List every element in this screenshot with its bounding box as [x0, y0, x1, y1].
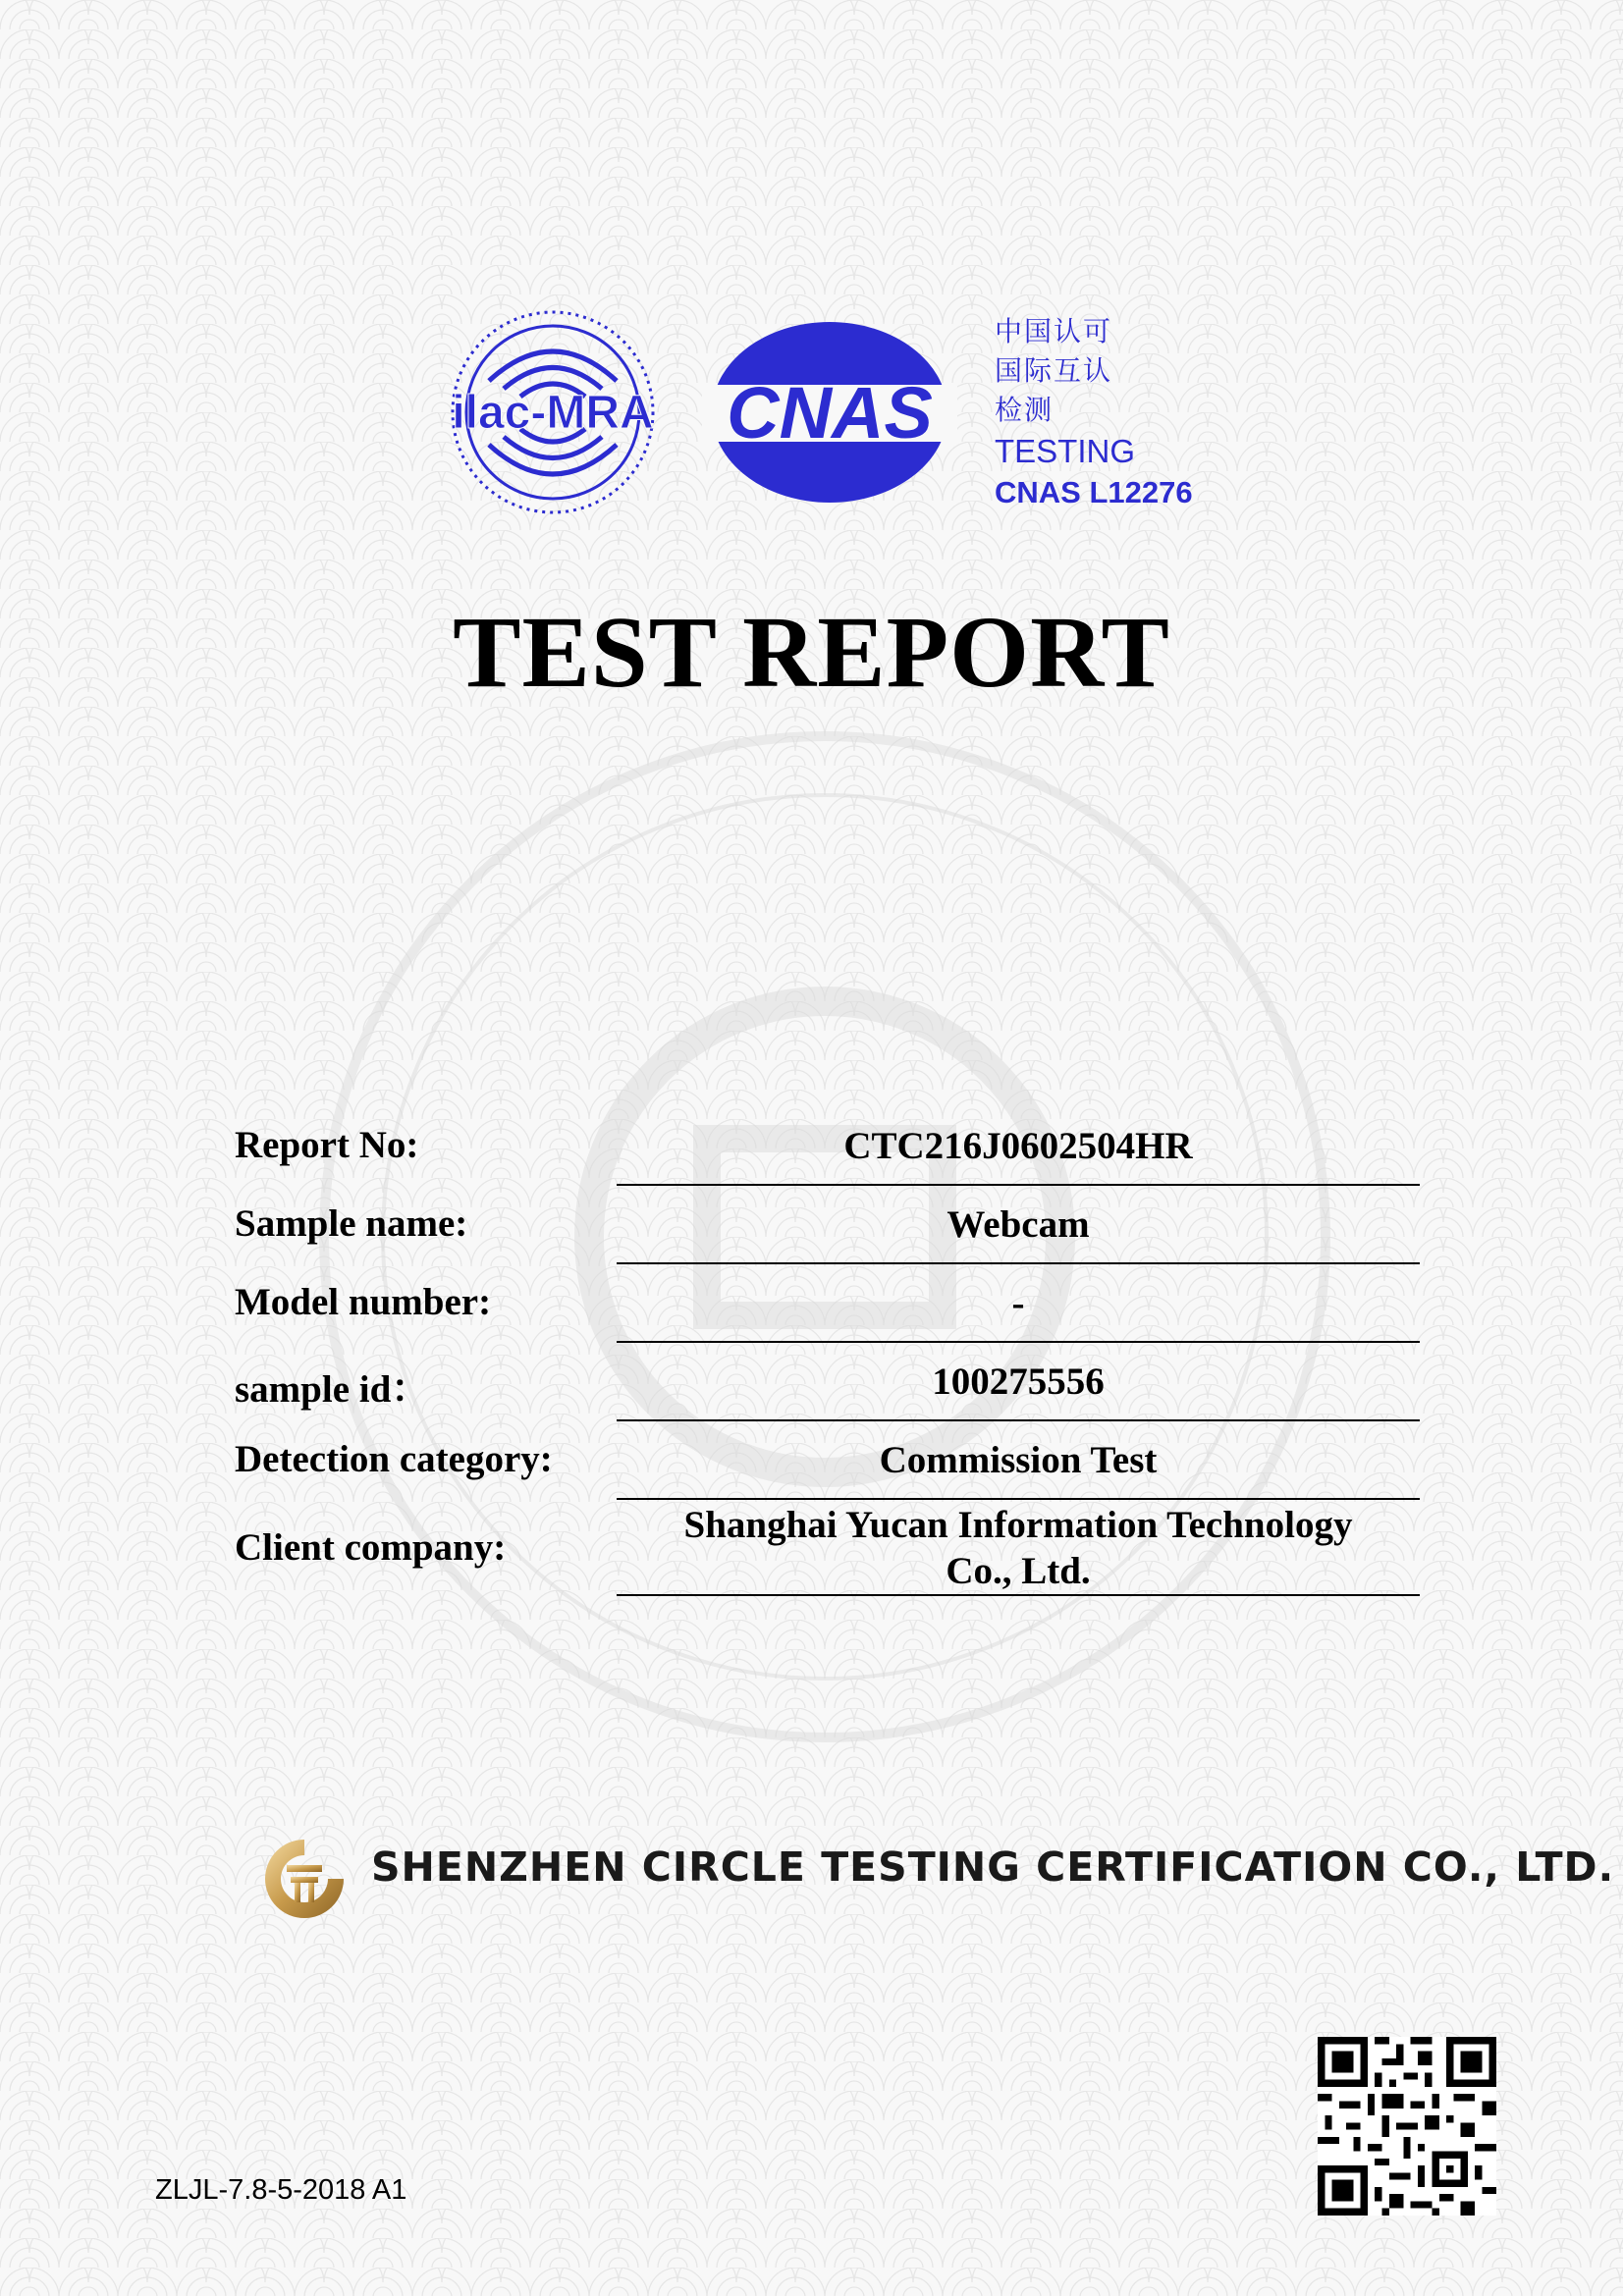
client-company-label: Client company:	[235, 1526, 507, 1569]
cnas-info	[995, 312, 1193, 512]
cnas-logo-text: CNAS	[727, 372, 933, 454]
report-no-value: CTC216J0602504HR	[843, 1125, 1193, 1167]
company-logo	[257, 1832, 352, 1926]
report-no-label: Report No:	[235, 1124, 419, 1166]
sample-name-label: Sample name:	[235, 1202, 468, 1245]
cnas-line-2: 国际互认	[995, 354, 1113, 387]
ilac-logo-text: ilac-MRA	[452, 387, 654, 439]
sample-id-value: 100275556	[932, 1361, 1105, 1403]
divider	[617, 1419, 1420, 1421]
cnas-number: CNAS L12276	[995, 475, 1193, 509]
model-number-label: Model number:	[235, 1281, 492, 1323]
document-code: ZLJL-7.8-5-2018 A1	[155, 2174, 407, 2206]
client-company-line-1: Shanghai Yucan Information Technology	[683, 1504, 1353, 1546]
model-number-value: -	[1011, 1282, 1025, 1324]
cnas-line-1: 中国认可	[995, 315, 1113, 347]
detection-category-label: Detection category:	[235, 1438, 553, 1480]
divider	[617, 1594, 1420, 1596]
client-company-value	[617, 1502, 1420, 1594]
divider	[617, 1498, 1420, 1500]
page-title: TEST REPORT	[453, 596, 1170, 709]
divider	[617, 1341, 1420, 1343]
cnas-testing: TESTING	[995, 433, 1136, 469]
cnas-line-3: 检测	[995, 394, 1055, 426]
sample-name-value: Webcam	[947, 1203, 1090, 1246]
ilac-mra-logo	[440, 302, 666, 523]
divider	[617, 1262, 1420, 1264]
qr-code	[1318, 2037, 1496, 2216]
company-name: SHENZHEN CIRCLE TESTING CERTIFICATION CO., LTD.	[371, 1843, 1615, 1891]
client-company-line-2: Co., Ltd.	[946, 1550, 1091, 1592]
cnas-logo	[702, 314, 957, 510]
divider	[617, 1184, 1420, 1186]
sample-id-label: sample id：	[235, 1368, 430, 1411]
detection-category-value: Commission Test	[879, 1439, 1158, 1481]
